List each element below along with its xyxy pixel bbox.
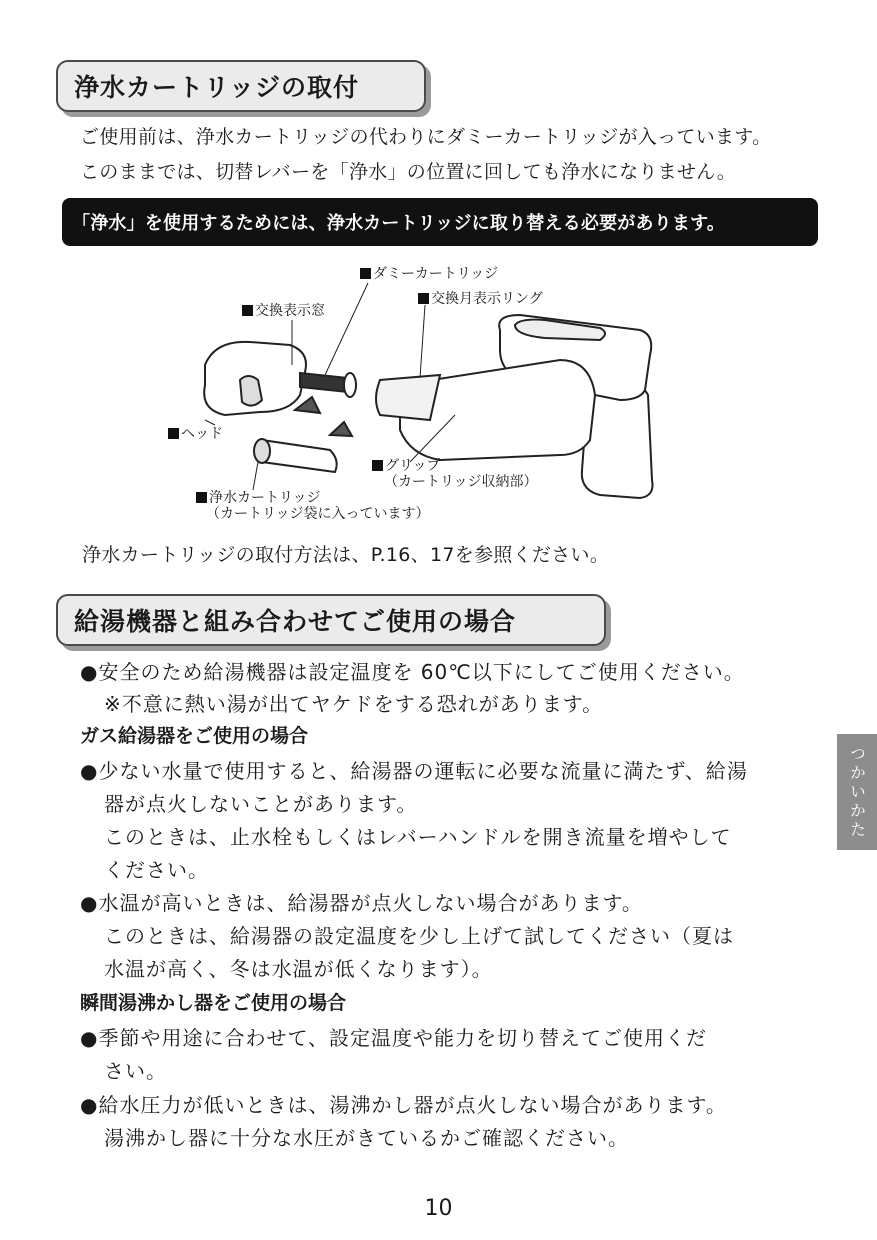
label-filter-cartridge — [196, 490, 320, 506]
label-grip-note: （カートリッジ収納部） — [384, 474, 538, 490]
instant-bullet-2-line-2: 湯沸かし器に十分な水圧がきているかご確認ください。 — [104, 1126, 629, 1150]
gas-bullet-1-line-3: このときは、止水栓もしくはレバーハンドルを開き流量を増やして — [104, 825, 732, 849]
intro-line-2: このままでは、切替レバーを「浄水」の位置に回しても浄水になりません。 — [80, 161, 737, 183]
label-dummy-cartridge — [360, 266, 498, 282]
label-grip — [372, 458, 440, 474]
notice-banner-text: 「浄水」を使用するためには、浄水カートリッジに取り替える必要があります。 — [72, 213, 726, 234]
label-text: ダミーカートリッジ — [373, 266, 499, 282]
gas-bullet-1-line-4: ください。 — [104, 858, 209, 882]
intro-line-1: ご使用前は、浄水カートリッジの代わりにダミーカートリッジが入っています。 — [80, 126, 772, 148]
label-filter-note: （カートリッジ袋に入っています） — [206, 506, 430, 522]
page-number: 10 — [424, 1196, 453, 1221]
gas-bullet-2-line-3: 水温が高く、冬は水温が低くなります）。 — [104, 957, 493, 981]
safety-line-1: ●安全のため給湯機器は設定温度を 60℃以下にしてご使用ください。 — [80, 660, 745, 684]
gas-bullet-1-line-2: 器が点火しないことがあります。 — [104, 792, 418, 816]
section-title-water-heater — [56, 594, 606, 646]
label-head — [168, 426, 223, 442]
side-tab-label: つかいかた — [847, 744, 867, 840]
label-text: 交換月表示リング — [431, 291, 543, 307]
instant-heater-heading: 瞬間湯沸かし器をご使用の場合 — [80, 992, 347, 1014]
label-text: 浄水カートリッジ — [209, 490, 321, 506]
section-title-text: 浄水カートリッジの取付 — [74, 73, 360, 102]
instant-bullet-1-line-2: さい。 — [104, 1059, 167, 1083]
instant-bullet-1-line-1: ●季節や用途に合わせて、設定温度や能力を切り替えてご使用くだ — [80, 1026, 708, 1050]
label-text: グリップ — [385, 458, 441, 474]
label-exchange-window — [242, 303, 325, 319]
gas-bullet-2-line-1: ●水温が高いときは、給湯器が点火しない場合があります。 — [80, 891, 643, 915]
gas-bullet-1-line-1: ●少ない水量で使用すると、給湯器の運転に必要な流量に満たず、給湯 — [80, 759, 748, 783]
gas-bullet-2-line-2: このときは、給湯器の設定温度を少し上げて試してください（夏は — [104, 924, 734, 948]
side-tab — [837, 734, 877, 850]
gas-heater-heading: ガス給湯器をご使用の場合 — [80, 725, 309, 747]
label-text: 交換表示窓 — [255, 303, 325, 319]
faucet-diagram — [0, 0, 877, 540]
label-month-ring — [418, 291, 543, 307]
instant-bullet-2-line-1: ●給水圧力が低いときは、湯沸かし器が点火しない場合があります。 — [80, 1093, 727, 1117]
label-text: ヘッド — [181, 426, 223, 442]
reference-text: 浄水カートリッジの取付方法は、P.16、17を参照ください。 — [82, 544, 610, 566]
safety-line-2: ※不意に熱い湯が出てヤケドをする恐れがあります。 — [104, 692, 604, 716]
section-title-text: 給湯機器と組み合わせてご使用の場合 — [74, 607, 517, 636]
